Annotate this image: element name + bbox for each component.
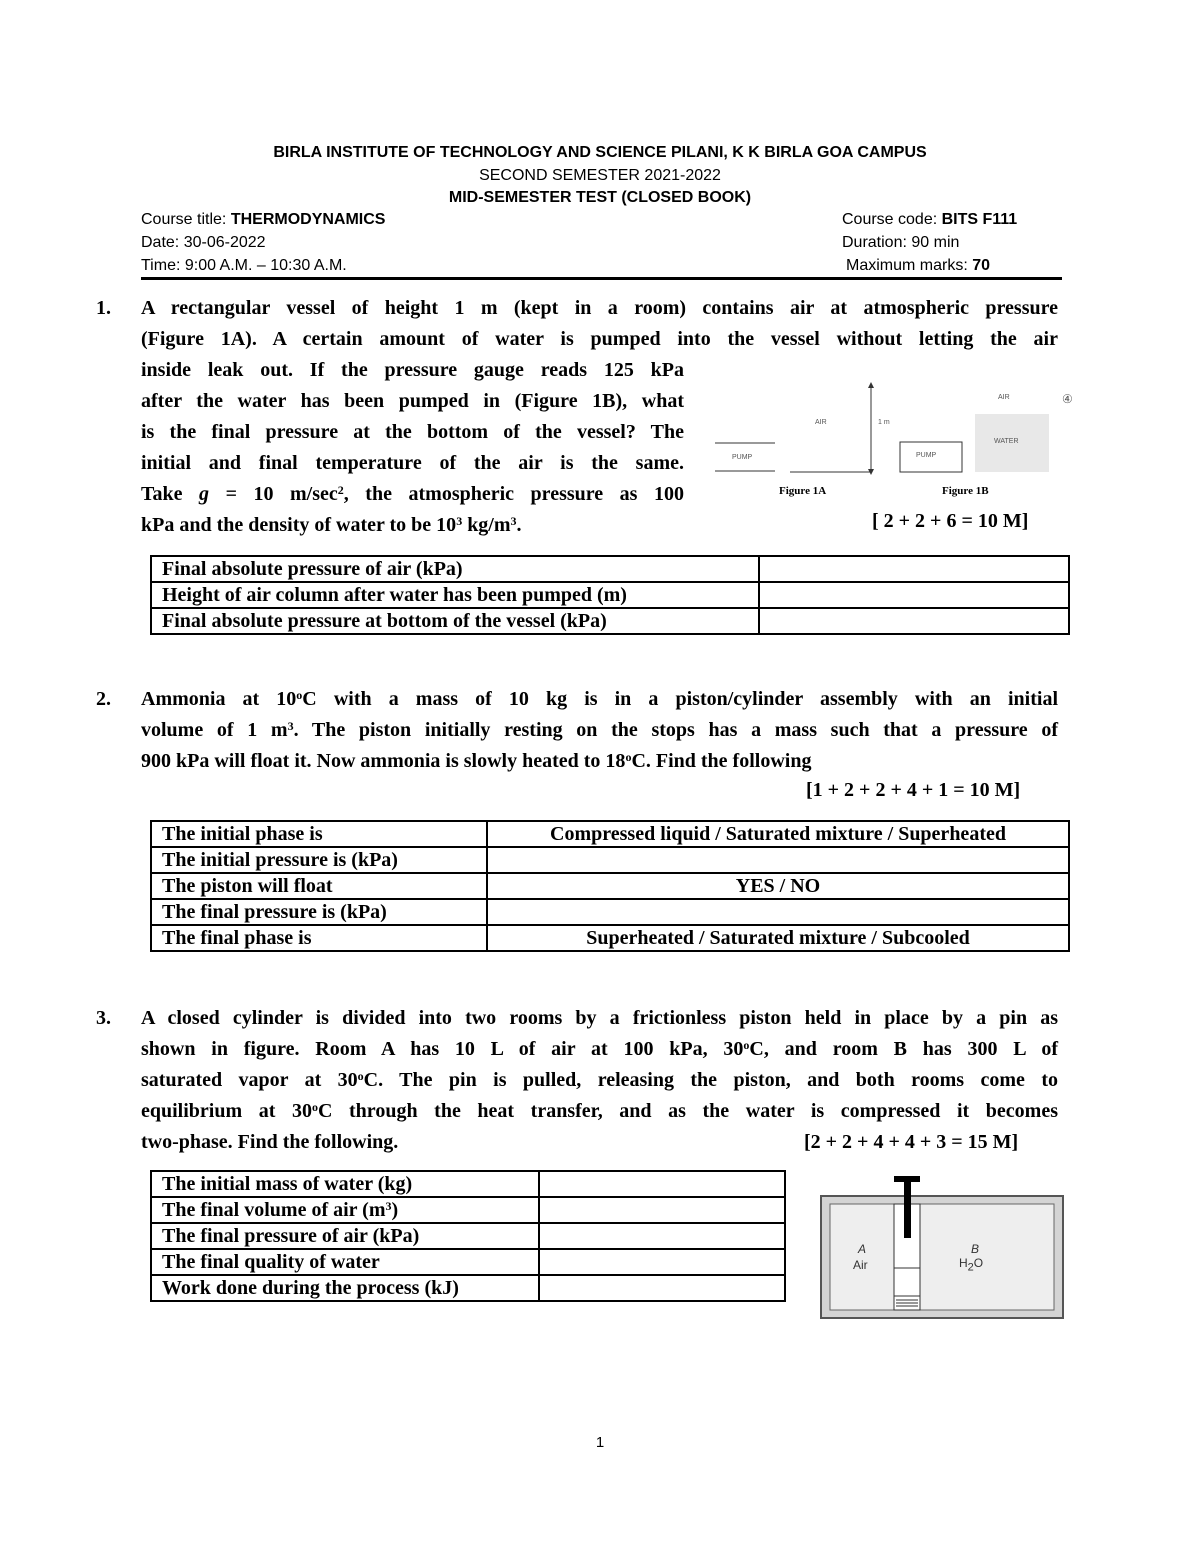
q3-text: A closed cylinder is divided into two rooms by a frictionless piston held in place by a pin as shown in figure. Room A has 10 L of air at 100 kPa, 30$^o$C, and room B has 300 L of saturated vapor at 30$^o$C. The pin is pulled, releasing the piston, and both rooms come to equilibrium at 30$^o$C through the heat transfer, and as the water is compressed it becomes two-phase. Find the following.: [141, 1007, 1059, 1153]
q2-row4-answer[interactable]: [487, 899, 1069, 925]
q3-answer-table: [150, 1170, 786, 1302]
q2-row1-answer[interactable]: Compressed liquid / Saturated mixture / Superheated: [487, 821, 1069, 847]
table-row: [151, 1275, 785, 1301]
q2-row5-answer[interactable]: Superheated / Saturated mixture / Subcooled: [487, 925, 1069, 951]
pump-a-label: PUMP: [732, 454, 753, 461]
q1-row3-answer[interactable]: [759, 608, 1069, 634]
q3-row1-label: The initial mass of water (kg): [151, 1171, 539, 1197]
q3-row4-label: The final quality of water: [151, 1249, 539, 1275]
q2-text: Ammonia at 10$^o$C with a mass of 10 kg is in a piston/cylinder assembly with an initial volume of 1 $m^3$. The piston initially resting on the stops has a mass such that a pressure of 900 kPa will float it. Now ammonia is slowly heated to 18$^o$C. Find the following: [141, 688, 1058, 772]
table-row: [151, 1197, 785, 1223]
figure-1a-caption: Figure 1A: [779, 485, 827, 497]
q1-number: 1.: [96, 297, 111, 319]
table-row: [151, 582, 1069, 608]
figure-3: [820, 1172, 1065, 1320]
course-title: Course title: THERMODYNAMICS: [141, 211, 386, 228]
table-row: [151, 847, 1069, 873]
table-row: [151, 1223, 785, 1249]
water-label: WATER: [994, 438, 1019, 445]
room-a-gas: Air: [853, 1258, 868, 1272]
q2-row2-answer[interactable]: [487, 847, 1069, 873]
q2-row4-label: The final pressure is (kPa): [151, 899, 487, 925]
exam-time: Time: 9:00 A.M. – 10:30 A.M.: [141, 257, 347, 274]
q3-number: 3.: [96, 1007, 111, 1029]
q1-row3-label: Final absolute pressure at bottom of the vessel (kPa): [151, 608, 759, 634]
exam-date: Date: 30-06-2022: [141, 234, 266, 251]
table-row: [151, 899, 1069, 925]
q2-row2-label: The initial pressure is (kPa): [151, 847, 487, 873]
table-row: [151, 821, 1069, 847]
figure-1b-caption: Figure 1B: [942, 485, 989, 497]
figure-1: [700, 380, 1090, 500]
table-row: [151, 608, 1069, 634]
q3-row1-answer[interactable]: [539, 1171, 785, 1197]
cylinder-drawing: [820, 1172, 1065, 1320]
pump-b-label: PUMP: [916, 452, 937, 459]
figure-1-drawing: [700, 380, 1090, 500]
q3-row2-label: The final volume of air $(m^3)$: [151, 1197, 539, 1223]
q1-row2-answer[interactable]: [759, 582, 1069, 608]
q2-marks: [1 + 2 + 2 + 4 + 1 = 10 M]: [806, 779, 1021, 801]
height-label: 1 m: [878, 419, 890, 426]
q3-row5-answer[interactable]: [539, 1275, 785, 1301]
page-number: 1: [595, 1434, 605, 1451]
room-a-label: A: [858, 1242, 867, 1256]
table-row: [151, 556, 1069, 582]
q3-marks: [2 + 2 + 4 + 4 + 3 = 15 M]: [804, 1131, 1019, 1153]
room-b-gas: $H_2O$: [959, 1256, 984, 1274]
institute-name: BIRLA INSTITUTE OF TECHNOLOGY AND SCIENCE PILANI, K K BIRLA GOA CAMPUS: [273, 144, 927, 161]
q3-row3-label: The final pressure of air (kPa): [151, 1223, 539, 1249]
q2-number: 2.: [96, 688, 111, 710]
q1-text-wrap: inside leak out. If the pressure gauge reads 125 kPa after the water has been pumped in (Figure 1B), what is the final pressure at the bottom of the vessel? The initial and final temperature of the air is the same. Take g = 10 $m/\sec^2$, the atmospheric pressure as 100 kPa and the density of water to be $10^3$ $kg/m^3$.: [141, 359, 684, 536]
q3-row3-answer[interactable]: [539, 1223, 785, 1249]
exam-title: MID-SEMESTER TEST (CLOSED BOOK): [448, 189, 752, 206]
air-a-label: AIR: [815, 419, 827, 426]
table-row: [151, 1249, 785, 1275]
q2-row1-label: The initial phase is: [151, 821, 487, 847]
q2-row3-label: The piston will float: [151, 873, 487, 899]
q2-row3-answer[interactable]: YES / NO: [487, 873, 1069, 899]
exam-duration: Duration: 90 min: [842, 234, 960, 251]
q3-row4-answer[interactable]: [539, 1249, 785, 1275]
course-code: Course code: BITS F111: [842, 211, 1018, 228]
header-rule: [141, 277, 1062, 280]
gauge-icon: ④: [1062, 392, 1073, 406]
q1-row2-label: Height of air column after water has been pumped (m): [151, 582, 759, 608]
q2-row5-label: The final phase is: [151, 925, 487, 951]
semester: SECOND SEMESTER 2021-2022: [479, 167, 721, 184]
table-row: [151, 925, 1069, 951]
air-b-label: AIR: [998, 394, 1010, 401]
q1-text: A rectangular vessel of height 1 m (kept in a room) contains air at atmospheric pressure (Figure 1A). A certain amount of water is pumped into the vessel without letting the air: [141, 297, 1058, 350]
q1-row1-label: Final absolute pressure of air (kPa): [151, 556, 759, 582]
q1-marks: [ 2 + 2 + 6 = 10 M]: [872, 510, 1029, 532]
q2-answer-table: [150, 820, 1070, 952]
max-marks: Maximum marks: 70: [846, 257, 991, 274]
q3-row2-answer[interactable]: [539, 1197, 785, 1223]
table-row: [151, 873, 1069, 899]
q1-answer-table: [150, 555, 1070, 635]
q3-row5-label: Work done during the process (kJ): [151, 1275, 539, 1301]
room-b-label: B: [971, 1242, 980, 1256]
q1-row1-answer[interactable]: [759, 556, 1069, 582]
table-row: [151, 1171, 785, 1197]
